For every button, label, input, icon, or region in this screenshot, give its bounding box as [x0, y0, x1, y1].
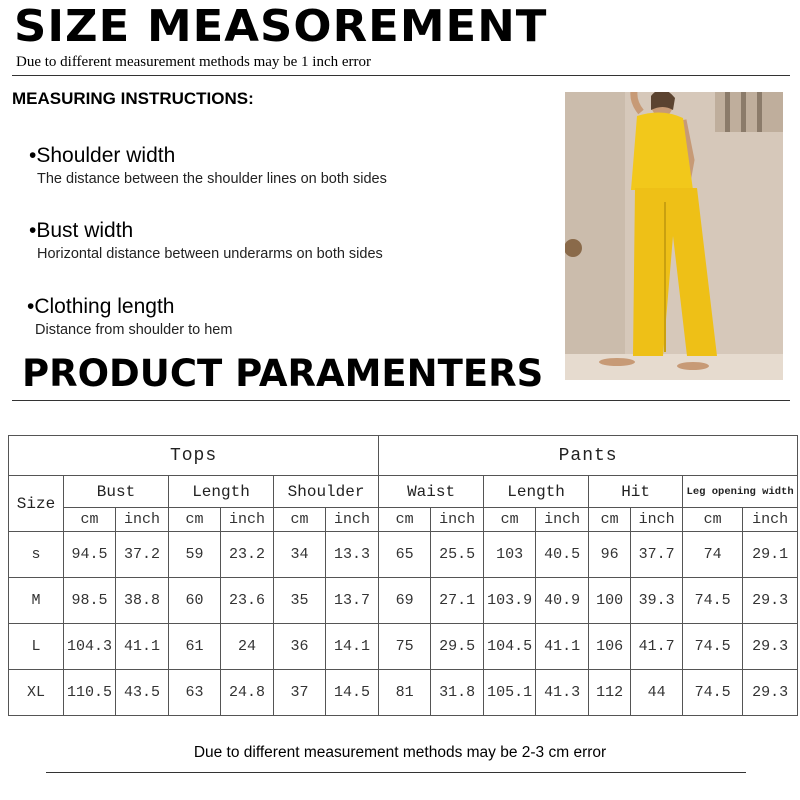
- bust-width-desc: Horizontal distance between underarms on both sides: [37, 246, 383, 262]
- value-cell: 94.5: [64, 532, 116, 578]
- value-cell: 14.5: [326, 670, 379, 716]
- clothing-length-desc: Distance from shoulder to hem: [35, 322, 233, 338]
- value-cell: 37.2: [116, 532, 169, 578]
- value-cell: 96: [589, 532, 631, 578]
- unit-cell: inch: [326, 508, 379, 532]
- value-cell: 25.5: [431, 532, 484, 578]
- value-cell: 37.7: [631, 532, 683, 578]
- size-cell: L: [9, 624, 64, 670]
- value-cell: 24.8: [221, 670, 274, 716]
- unit-header-row: [9, 508, 798, 532]
- value-cell: 44: [631, 670, 683, 716]
- value-cell: 13.7: [326, 578, 379, 624]
- value-cell: 24: [221, 624, 274, 670]
- value-cell: 74.5: [683, 624, 743, 670]
- measure-header-row: [9, 476, 798, 508]
- table-row: [9, 624, 798, 670]
- value-cell: 60: [169, 578, 221, 624]
- header-divider: [12, 75, 790, 76]
- footer-error-note: Due to different measurement methods may be 2-3 cm error: [193, 744, 607, 761]
- value-cell: 103.9: [484, 578, 536, 624]
- header-error-note: Due to different measurement methods may be 1 inch error: [16, 54, 372, 70]
- value-cell: 69: [379, 578, 431, 624]
- unit-cell: inch: [431, 508, 484, 532]
- value-cell: 105.1: [484, 670, 536, 716]
- unit-cell: inch: [536, 508, 589, 532]
- pants-header: Pants: [379, 436, 798, 476]
- size-cell: XL: [9, 670, 64, 716]
- value-cell: 65: [379, 532, 431, 578]
- shoulder-width-title: •Shoulder width: [29, 144, 176, 167]
- hit-header: Hit: [589, 476, 683, 508]
- unit-cell: cm: [589, 508, 631, 532]
- table-row: [9, 670, 798, 716]
- unit-cell: cm: [274, 508, 326, 532]
- bust-width-title: •Bust width: [29, 219, 134, 242]
- page-title: SIZE MEASOREMENT: [14, 1, 548, 52]
- table-row: [9, 578, 798, 624]
- bust-header: Bust: [64, 476, 169, 508]
- value-cell: 23.2: [221, 532, 274, 578]
- value-cell: 41.7: [631, 624, 683, 670]
- value-cell: 31.8: [431, 670, 484, 716]
- value-cell: 74.5: [683, 670, 743, 716]
- leg-opening-header: Leg opening width: [683, 476, 798, 508]
- value-cell: 34: [274, 532, 326, 578]
- value-cell: 29.5: [431, 624, 484, 670]
- product-photo: [565, 92, 783, 380]
- value-cell: 110.5: [64, 670, 116, 716]
- value-cell: 40.9: [536, 578, 589, 624]
- value-cell: 75: [379, 624, 431, 670]
- instructions-heading: MEASURING INSTRUCTIONS:: [12, 89, 254, 108]
- pants-length-header: Length: [484, 476, 589, 508]
- value-cell: 59: [169, 532, 221, 578]
- value-cell: 36: [274, 624, 326, 670]
- product-parameters-heading: PRODUCT PARAMENTERS: [22, 352, 544, 395]
- footer-divider: [46, 772, 746, 773]
- value-cell: 27.1: [431, 578, 484, 624]
- value-cell: 38.8: [116, 578, 169, 624]
- product-illustration: [565, 92, 783, 380]
- value-cell: 39.3: [631, 578, 683, 624]
- value-cell: 41.3: [536, 670, 589, 716]
- value-cell: 104.5: [484, 624, 536, 670]
- value-cell: 29.3: [743, 578, 798, 624]
- value-cell: 100: [589, 578, 631, 624]
- tops-header: Tops: [9, 436, 379, 476]
- unit-cell: inch: [743, 508, 798, 532]
- value-cell: 63: [169, 670, 221, 716]
- value-cell: 81: [379, 670, 431, 716]
- value-cell: 23.6: [221, 578, 274, 624]
- size-chart-table: [8, 435, 798, 716]
- size-cell: s: [9, 532, 64, 578]
- table-row: [9, 532, 798, 578]
- waist-header: Waist: [379, 476, 484, 508]
- value-cell: 29.3: [743, 670, 798, 716]
- value-cell: 13.3: [326, 532, 379, 578]
- unit-cell: cm: [64, 508, 116, 532]
- unit-cell: inch: [116, 508, 169, 532]
- shoulder-width-desc: The distance between the shoulder lines on both sides: [37, 171, 387, 187]
- value-cell: 106: [589, 624, 631, 670]
- value-cell: 74.5: [683, 578, 743, 624]
- unit-cell: cm: [683, 508, 743, 532]
- value-cell: 37: [274, 670, 326, 716]
- value-cell: 112: [589, 670, 631, 716]
- clothing-length-title: •Clothing length: [27, 295, 175, 318]
- value-cell: 29.1: [743, 532, 798, 578]
- size-column-header: Size: [9, 476, 64, 532]
- shoulder-header: Shoulder: [274, 476, 379, 508]
- value-cell: 43.5: [116, 670, 169, 716]
- unit-cell: cm: [379, 508, 431, 532]
- unit-cell: inch: [631, 508, 683, 532]
- parameters-divider: [12, 400, 790, 401]
- value-cell: 61: [169, 624, 221, 670]
- value-cell: 29.3: [743, 624, 798, 670]
- group-header-row: [9, 436, 798, 476]
- value-cell: 35: [274, 578, 326, 624]
- value-cell: 41.1: [116, 624, 169, 670]
- value-cell: 41.1: [536, 624, 589, 670]
- value-cell: 40.5: [536, 532, 589, 578]
- size-cell: M: [9, 578, 64, 624]
- value-cell: 103: [484, 532, 536, 578]
- tops-length-header: Length: [169, 476, 274, 508]
- unit-cell: inch: [221, 508, 274, 532]
- value-cell: 74: [683, 532, 743, 578]
- value-cell: 98.5: [64, 578, 116, 624]
- value-cell: 104.3: [64, 624, 116, 670]
- unit-cell: cm: [169, 508, 221, 532]
- value-cell: 14.1: [326, 624, 379, 670]
- unit-cell: cm: [484, 508, 536, 532]
